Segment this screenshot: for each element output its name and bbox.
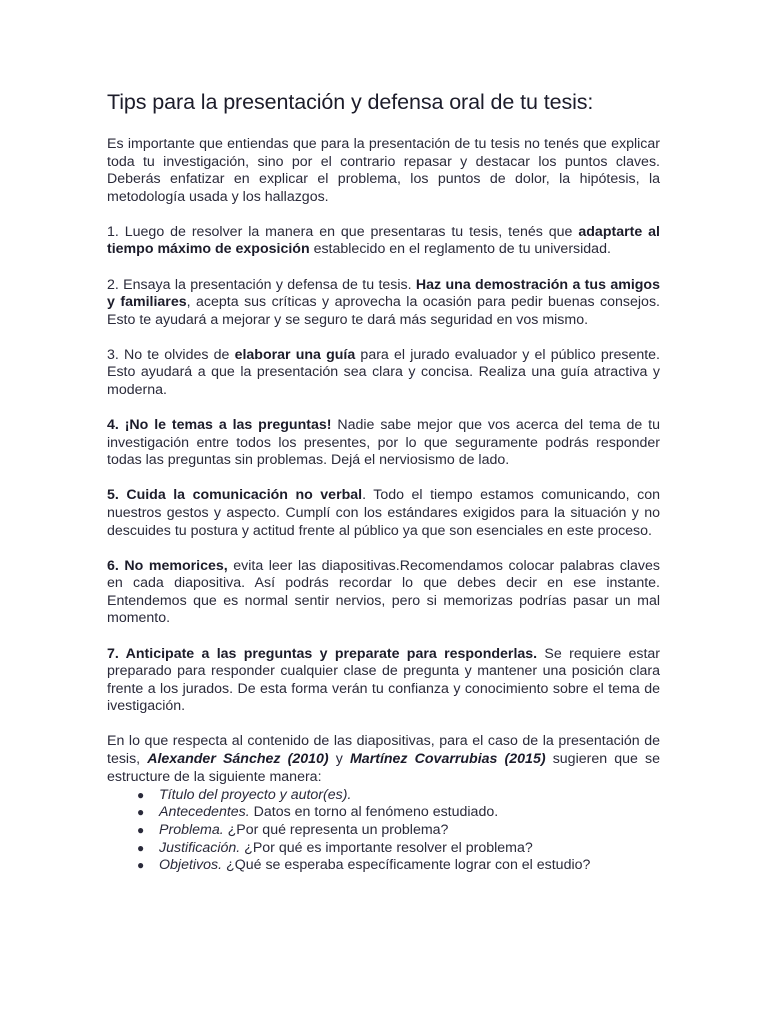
tip-4: [107, 417, 660, 470]
list-item: [137, 821, 660, 840]
list-item-term: Título del proyecto y autor(es).: [159, 786, 352, 803]
closing-author-1: Alexander Sánchez (2010): [147, 751, 329, 768]
tip-7-post: Se requiere estar preparado para responder cualquier clase de pregunta y mantener una posición clara frente a los jurados. De esta forma verán tu confianza y conocimiento sobre el tema de ivestigación.: [107, 645, 660, 715]
bullet-icon: ●: [137, 840, 145, 855]
tip-3-pre: 3. No te olvides de: [107, 346, 235, 363]
intro-paragraph: Es importante que entiendas que para la presentación de tu tesis no tenés que explicar toda tu investigación, sino por el contrario repasar y destacar los puntos claves. Deberás enfatizar en explicar el problema, los puntos de dolor, la hipótesis, la metodología usada y los hallazgos.: [107, 136, 660, 205]
bullet-icon: ●: [137, 822, 145, 837]
list-item-desc: Datos en torno al fenómeno estudiado.: [249, 804, 499, 821]
list-item-term: Objetivos.: [159, 857, 223, 874]
list-item-desc: ¿Qué se esperaba específicamente lograr con el estudio?: [222, 857, 591, 874]
closing-pre: En lo que respecta al contenido de las diapositivas, para el caso de la presentación de tesis,: [107, 733, 660, 768]
closing-paragraph: [107, 733, 660, 786]
list-item: [137, 804, 660, 822]
tip-5-post: . Todo el tiempo estamos comunicando, con nuestros gestos y aspecto. Cumplí con los estándares exigidos para la situación y no descuides tu postura y actitud frente al público ya que son esenciales en este proceso.: [107, 487, 660, 539]
tip-5: [107, 487, 660, 540]
list-item: [137, 857, 660, 875]
tip-4-bold: 4. ¡No le temas a las preguntas!: [107, 417, 332, 434]
tip-6-post: evita leer las diapositivas.Recomendamos colocar palabras claves en cada diapositiva. Así podrás recordar lo que debes decir en ese instante. Entendemos que es normal sentir nervios, pero si memorizas podrías pasar un mal momento.: [107, 557, 660, 627]
tip-1-bold: adaptarte al tiempo máximo de exposición: [107, 223, 660, 258]
document-title: Tips para la presentación y defensa oral de tu tesis:: [107, 90, 594, 114]
tip-7: [107, 646, 660, 716]
tip-5-bold: 5. Cuida la comunicación no verbal: [107, 487, 363, 504]
list-item-desc: ¿Por qué representa un problema?: [223, 821, 449, 838]
tip-3: [107, 347, 660, 400]
tip-1: [107, 224, 660, 259]
tip-1-post: establecido en el reglamento de tu universidad.: [309, 241, 611, 258]
list-item-desc: ¿Por qué es importante resolver el problema?: [240, 839, 533, 856]
bullet-icon: ●: [137, 858, 145, 873]
tip-6-bold: 6. No memorices,: [107, 557, 228, 574]
closing-post: sugieren que se estructure de la siguiente manera:: [107, 751, 661, 785]
bullet-icon: ●: [137, 787, 145, 802]
list-item: [137, 786, 660, 805]
tip-2-pre: 2. Ensaya la presentación y defensa de tu tesis.: [107, 276, 416, 293]
tip-3-post: para el jurado evaluador y el público presente. Esto ayudará a que la presentación sea clara y concisa. Realiza una guía atractiva y moderna.: [107, 346, 660, 399]
bullet-icon: ●: [137, 805, 145, 820]
tip-3-bold: elaborar una guía: [234, 346, 356, 363]
tip-2-bold: Haz una demostración a tus amigos y familiares: [107, 276, 660, 311]
tip-7-bold: 7. Anticipate a las preguntas y preparate para responderlas.: [107, 645, 538, 662]
tip-4-post: Nadie sabe mejor que vos acerca del tema de tu investigación entre todos los presentes, por lo que seguramente podrás responder todas las preguntas sin problemas. Dejá el nerviosismo de lado.: [107, 417, 660, 469]
tip-6: [107, 558, 660, 628]
list-item-term: Problema.: [159, 821, 224, 838]
list-item: [137, 839, 660, 858]
tip-2-post: , acepta sus críticas y aprovecha la ocasión para pedir buenas consejos. Esto te ayudará a mejorar y se seguro te dará más seguridad en vos mismo.: [107, 294, 660, 328]
list-item-term: Antecedentes.: [159, 804, 250, 821]
list-item-term: Justificación.: [159, 839, 241, 856]
tip-2: [107, 277, 660, 330]
closing-author-2: Martínez Covarrubias (2015): [349, 751, 546, 768]
slide-structure-list: [107, 787, 660, 875]
tip-1-pre: 1. Luego de resolver la manera en que presentaras tu tesis, tenés que: [107, 223, 579, 240]
document-page: [107, 90, 660, 875]
closing-mid: y: [328, 751, 350, 768]
